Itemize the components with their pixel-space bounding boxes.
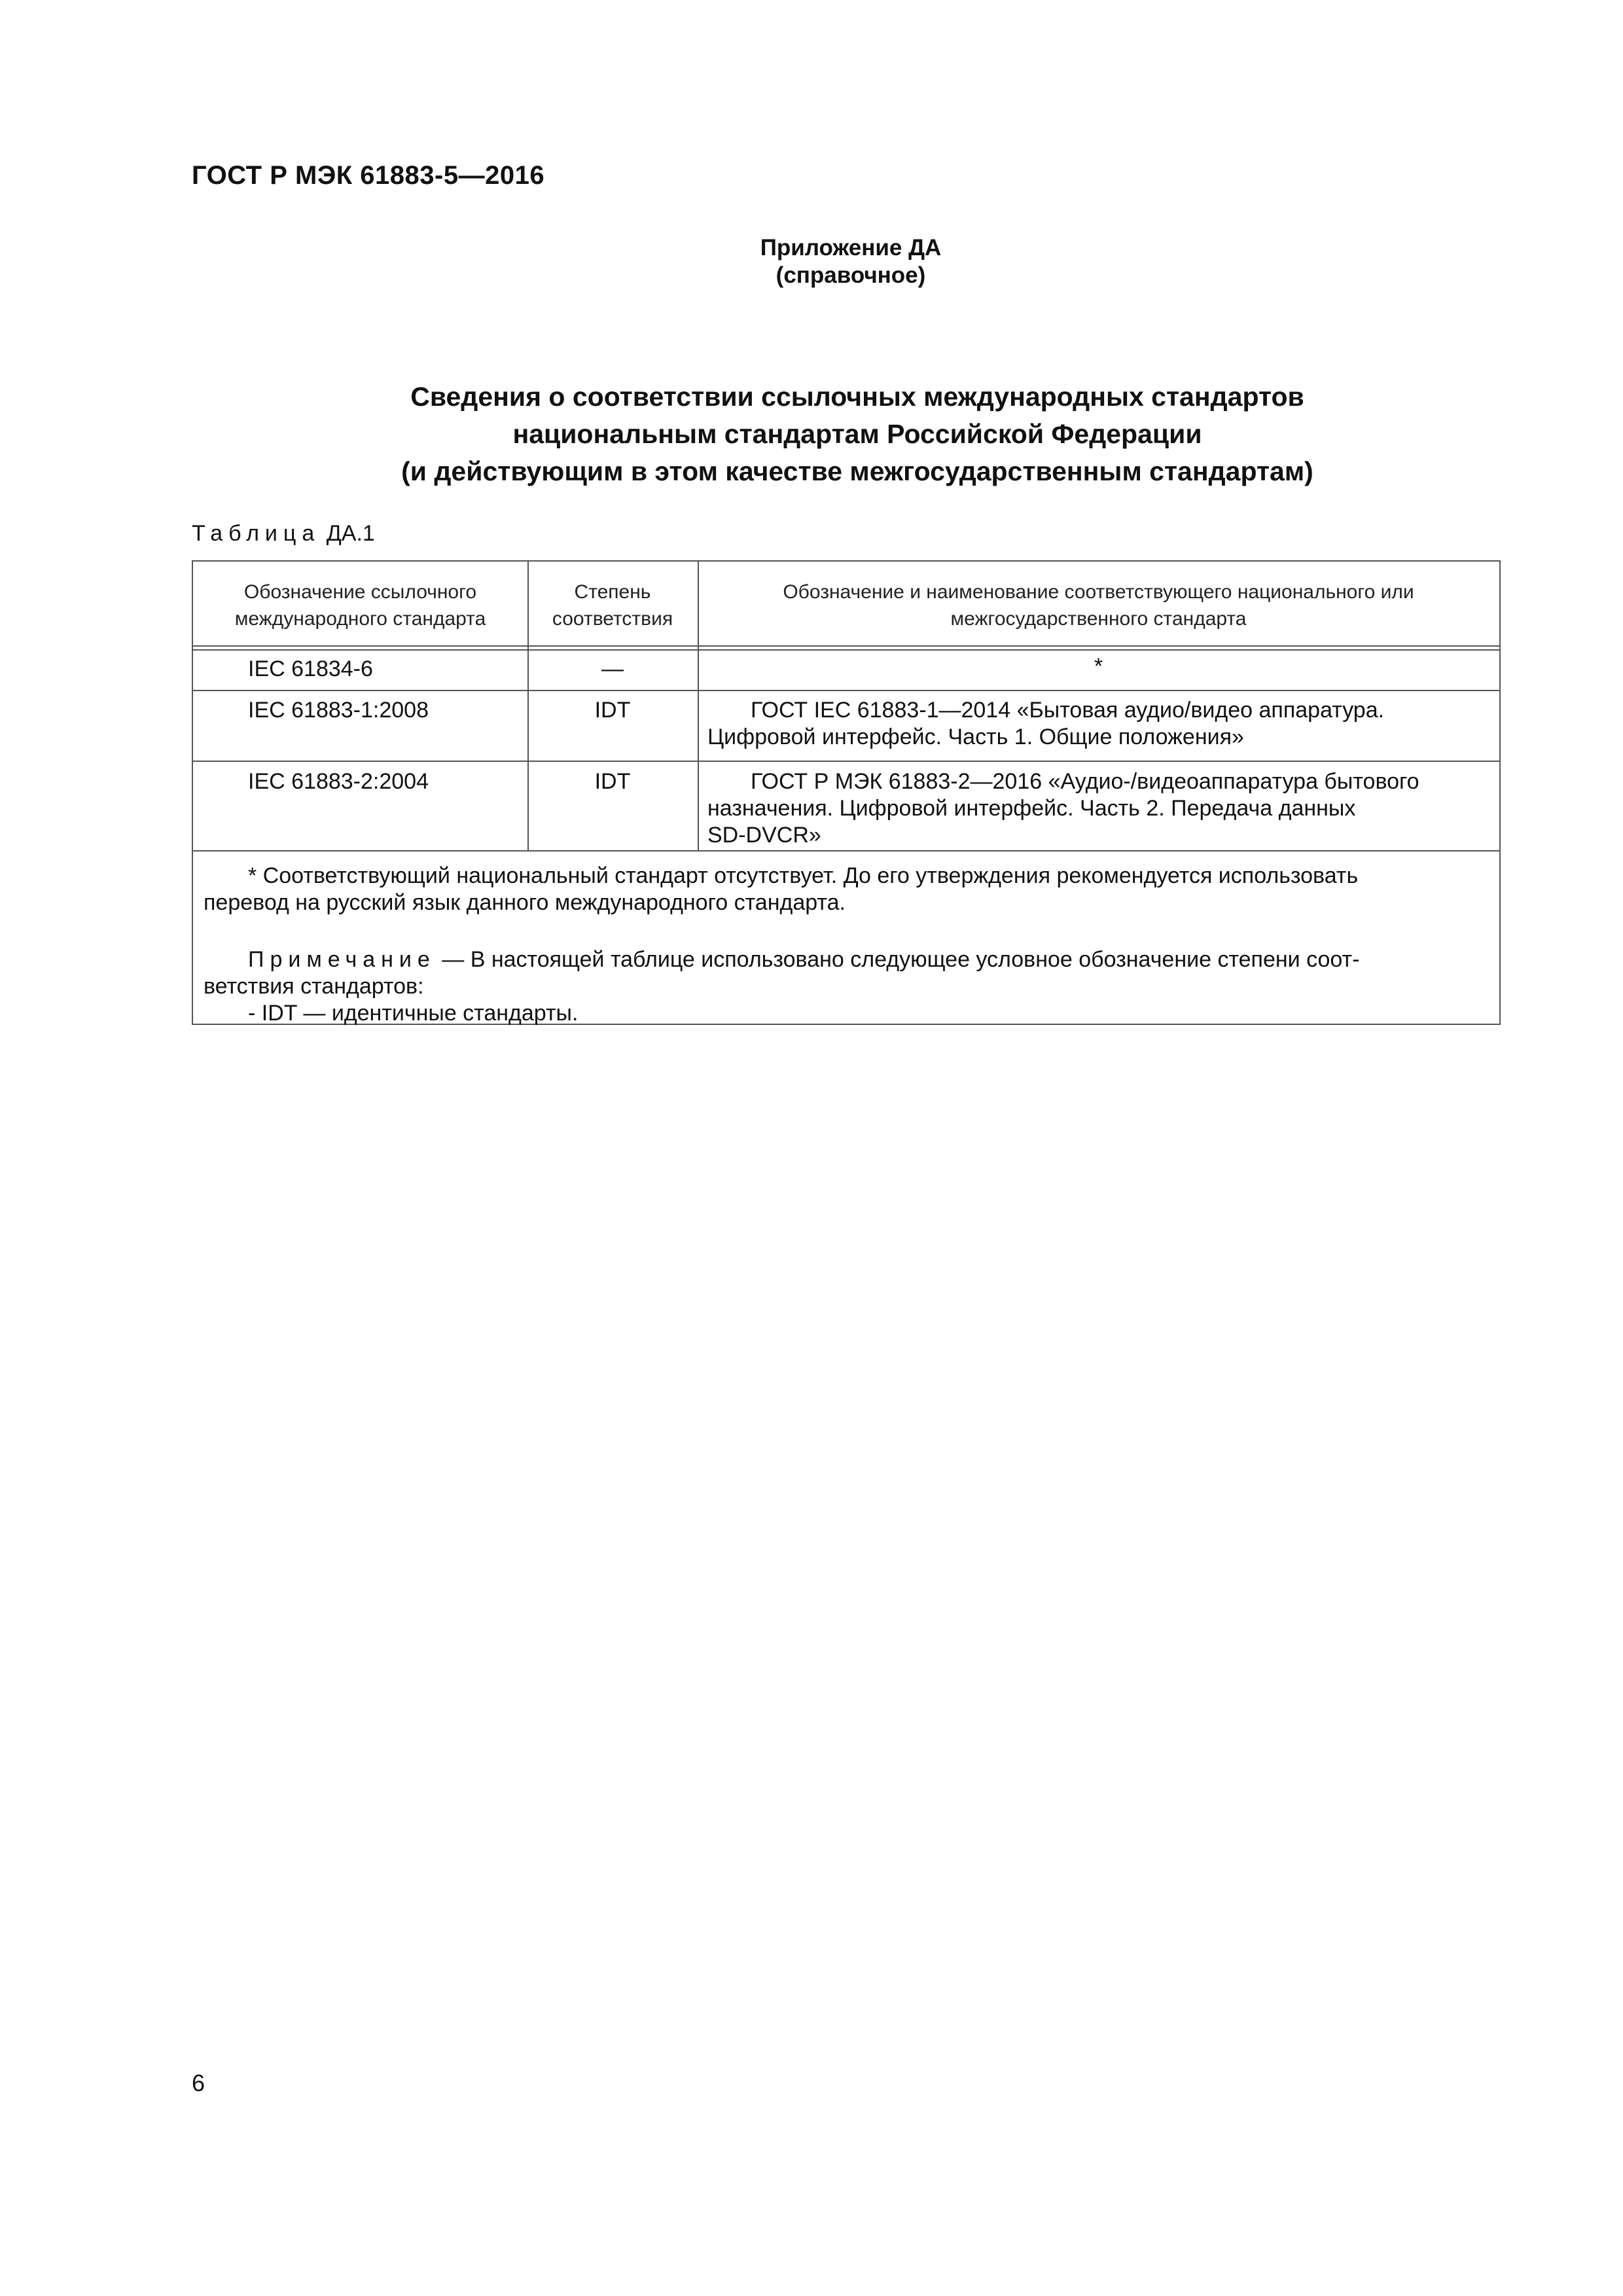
national-line: Цифровой интерфейс. Часть 1. Общие положения» <box>707 725 1244 749</box>
footnote-line: перевод на русский язык данного международного стандарта. <box>204 890 846 915</box>
row-divider <box>193 850 1499 852</box>
table-row-2-degree: IDT <box>594 698 631 723</box>
table-note <box>204 946 1483 1027</box>
national-line: SD-DVCR» <box>707 823 821 848</box>
correspondence-table <box>192 560 1501 1025</box>
table-row-1-reference: IEC 61834-6 <box>248 656 373 681</box>
table-row-2-reference: IEC 61883-1:2008 <box>248 698 429 723</box>
national-line: ГОСТ IEC 61883-1—2014 «Бытовая аудио/видео аппаратура. <box>751 698 1385 723</box>
document-code: ГОСТ Р МЭК 61883-5—2016 <box>192 161 545 190</box>
table-row-3-national <box>707 768 1483 849</box>
note-line: ветствия стандартов: <box>204 974 424 999</box>
note-label: Примечание <box>248 947 436 972</box>
row-divider <box>193 690 1499 691</box>
note-text: — В настоящей таблице использовано следующее условное обозначение степени соот- <box>435 947 1360 972</box>
footnote-line: * Соответствующий национальный стандарт отсутствует. До его утверждения рекомендуется использовать <box>248 863 1359 888</box>
header-line: Обозначение и наименование соответствующего национального или <box>783 581 1414 603</box>
note-line <box>204 946 1483 973</box>
row-divider <box>193 761 1499 762</box>
header-line: межгосударственного стандарта <box>950 608 1247 630</box>
table-row-1-degree: — <box>601 656 624 681</box>
national-line: назначения. Цифровой интерфейс. Часть 2. Передача данных <box>707 796 1356 821</box>
header-divider <box>193 645 1499 647</box>
table-row-3-reference: IEC 61883-2:2004 <box>248 769 429 794</box>
appendix-status: (справочное) <box>776 262 926 288</box>
table-row-3-degree: IDT <box>594 769 631 794</box>
table-row-1-national: * <box>1094 654 1103 679</box>
header-line: соответствия <box>552 608 673 630</box>
national-line: ГОСТ Р МЭК 61883-2—2016 «Аудио-/видеоаппаратура бытового <box>751 769 1419 794</box>
header-line: международного стандарта <box>234 608 486 630</box>
appendix-heading <box>301 378 1414 490</box>
table-caption <box>192 521 375 547</box>
header-line: Обозначение ссылочного <box>243 581 477 603</box>
note-item: - IDT — идентичные стандарты. <box>248 1001 579 1026</box>
table-caption-id: ДА.1 <box>326 521 375 546</box>
table-caption-label: Таблица <box>192 521 321 546</box>
page-number: 6 <box>192 2070 205 2096</box>
heading-line: национальным стандартам Российской Федерации <box>512 419 1202 449</box>
heading-line: Сведения о соответствии ссылочных международных стандартов <box>410 382 1304 412</box>
header-divider <box>193 649 1499 651</box>
table-footnote <box>204 863 1483 916</box>
header-reference <box>193 579 527 632</box>
header-degree <box>527 579 698 632</box>
table-row-2-national <box>707 697 1483 751</box>
header-national <box>698 579 1499 632</box>
header-line: Степень <box>574 581 651 603</box>
appendix-title: Приложение ДА <box>760 235 942 260</box>
heading-line: (и действующим в этом качестве межгосударственным стандартам) <box>401 456 1313 486</box>
